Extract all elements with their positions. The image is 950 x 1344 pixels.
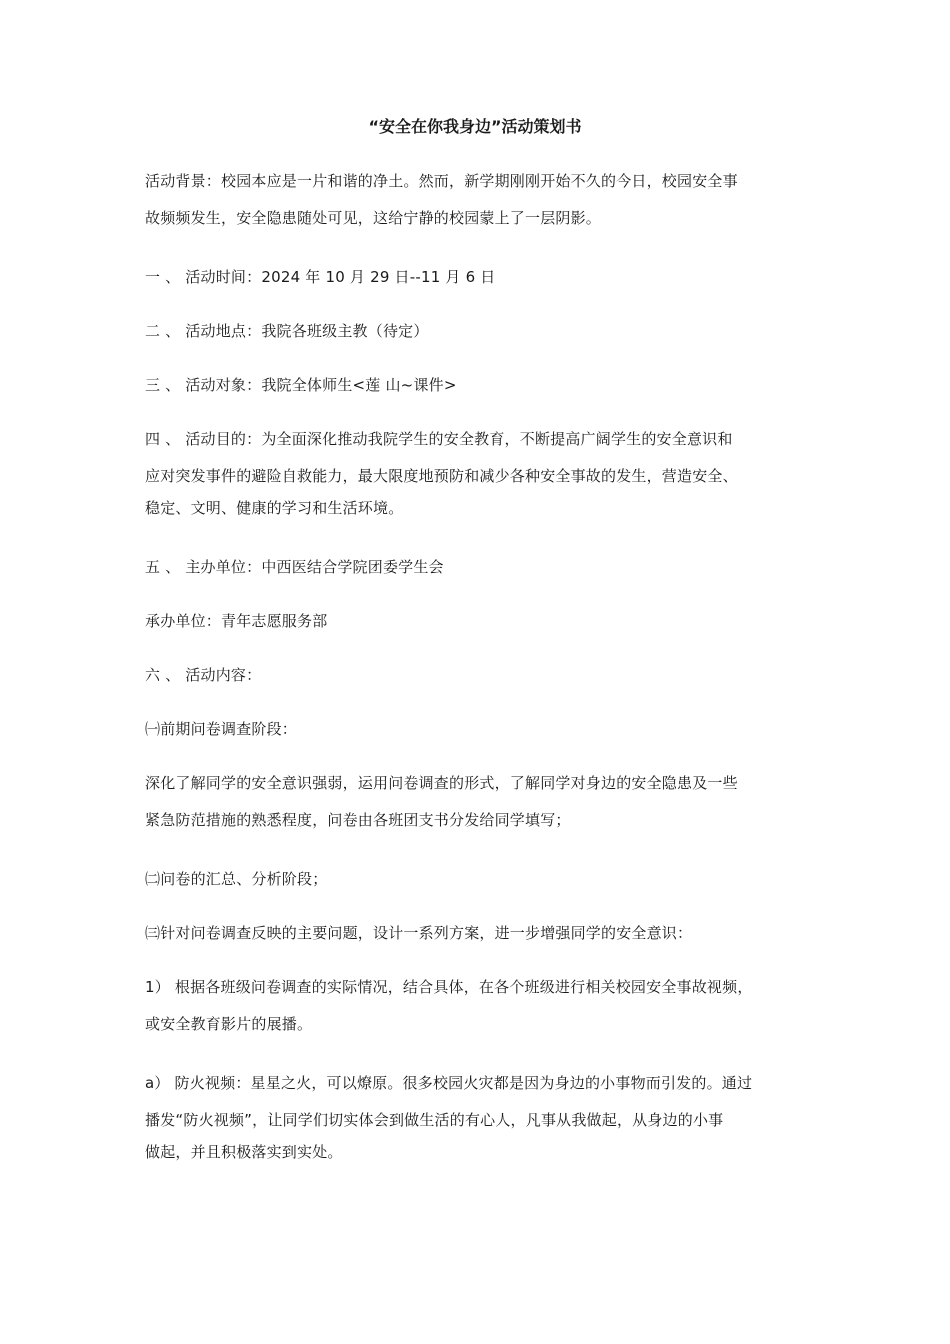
paragraph-purpose <box>145 428 810 524</box>
text-line: ㈢针对问卷调查反映的主要问题，设计一系列方案，进一步增强同学的安全意识： <box>145 924 693 942</box>
paragraph-location <box>145 320 810 342</box>
document-body <box>145 170 810 1200</box>
text-line: 或安全教育影片的展播。 <box>145 1015 313 1033</box>
text-line: 承办单位：青年志愿服务部 <box>145 612 328 630</box>
text-line: 做起，并且积极落实到实处。 <box>145 1143 343 1161</box>
text-line: 紧急防范措施的熟悉程度，问卷由各班团支书分发给同学填写； <box>145 811 571 829</box>
text-line: a） 防火视频：星星之火，可以燎原。很多校园火灾都是因为身边的小事物而引发的。通过 <box>145 1074 753 1092</box>
paragraph-item-a <box>145 1072 810 1168</box>
text-line: 活动背景：校园本应是一片和谐的净土。然而，新学期刚刚开始不久的今日，校园安全事 <box>145 172 738 190</box>
document-title: “安全在你我身边”活动策划书 <box>368 117 582 136</box>
text-line: 故频频发生，安全隐患随处可见，这给宁静的校园蒙上了一层阴影。 <box>145 209 602 227</box>
text-line: 深化了解同学的安全意识强弱，运用问卷调查的形式，了解同学对身边的安全隐患及一些 <box>145 774 738 792</box>
paragraph-organizer <box>145 556 810 578</box>
paragraph-stage-3 <box>145 922 810 944</box>
text-line: 二 、 活动地点：我院各班级主教（待定） <box>145 322 429 340</box>
paragraph-stage-1 <box>145 718 810 740</box>
text-line: 稳定、文明、健康的学习和生活环境。 <box>145 499 404 517</box>
paragraph-co-organizer <box>145 610 810 632</box>
text-line: 应对突发事件的避险自救能力，最大限度地预防和减少各种安全事故的发生，营造安全、 <box>145 467 738 485</box>
text-line: 五 、 主办单位：中西医结合学院团委学生会 <box>145 558 444 576</box>
paragraph-stage-2 <box>145 868 810 890</box>
text-line: 1） 根据各班级问卷调查的实际情况，结合具体，在各个班级进行相关校园安全事故视频， <box>145 978 753 996</box>
text-line: 一 、 活动时间：2024 年 10 月 29 日--11 月 6 日 <box>145 268 496 286</box>
paragraph-content-heading <box>145 664 810 686</box>
text-line: 六 、 活动内容： <box>145 666 262 684</box>
text-line: 三 、 活动对象：我院全体师生<莲 山~课件> <box>145 376 457 394</box>
paragraph-item-1 <box>145 976 810 1040</box>
text-line: ㈠前期问卷调查阶段： <box>145 720 298 738</box>
paragraph-audience <box>145 374 810 396</box>
paragraph-stage-1-detail <box>145 772 810 836</box>
text-line: ㈡问卷的汇总、分析阶段； <box>145 870 328 888</box>
text-line: 四 、 活动目的：为全面深化推动我院学生的安全教育，不断提高广阔学生的安全意识和 <box>145 430 733 448</box>
text-line: 播发“防火视频”，让同学们切实体会到做生活的有心人，凡事从我做起，从身边的小事 <box>145 1111 724 1129</box>
paragraph-background <box>145 170 810 234</box>
paragraph-time <box>145 266 810 288</box>
